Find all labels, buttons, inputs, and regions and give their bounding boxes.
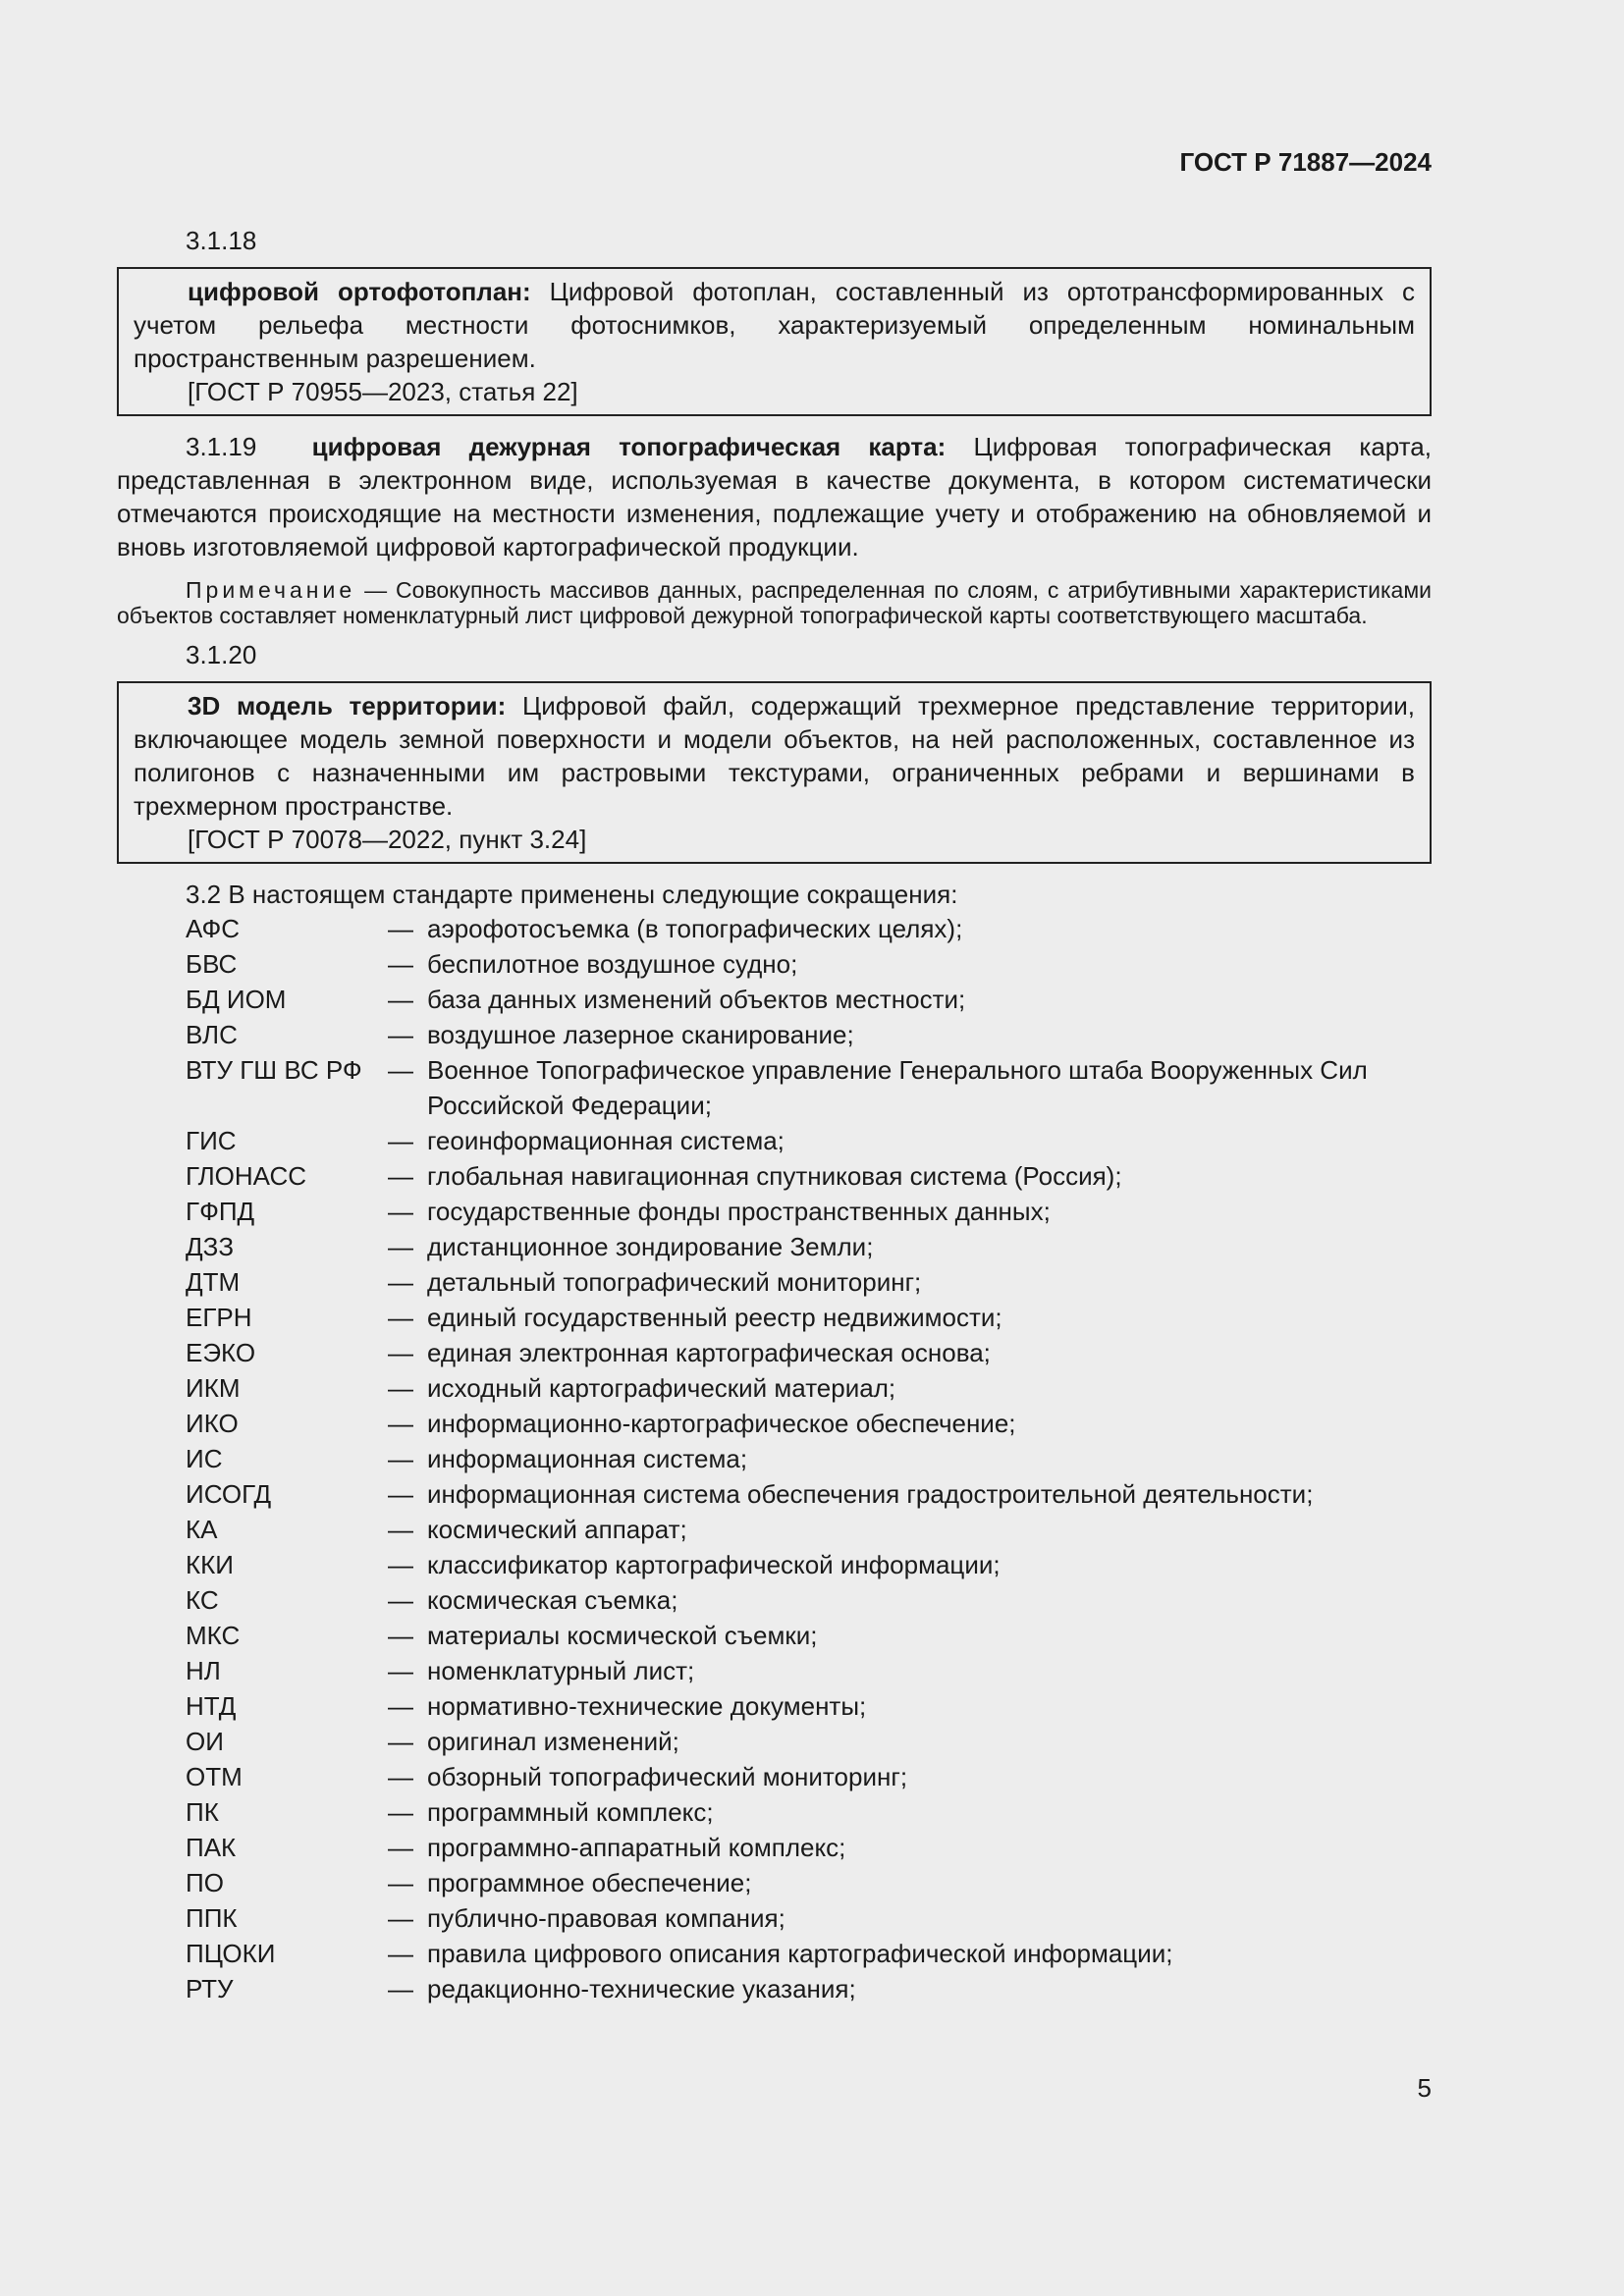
abbreviation-dash: — [388, 1585, 413, 1615]
abbreviation-term: ВЛС [186, 1020, 238, 1049]
abbreviation-dash: — [388, 1126, 413, 1155]
abbreviation-term: ГФПД [186, 1197, 255, 1226]
abbreviation-term: ПК [186, 1797, 219, 1827]
abbreviations-intro: 3.2 В настоящем стандарте применены следующие сокращения: [186, 880, 958, 909]
abbreviation-dash: — [388, 1055, 413, 1085]
term-box-3-1-18 [117, 267, 1432, 416]
abbreviation-dash: — [388, 1373, 413, 1403]
abbreviation-dash: — [388, 1409, 413, 1438]
abbreviation-dash: — [388, 985, 413, 1014]
abbreviation-dash: — [388, 1727, 413, 1756]
abbreviation-definition: информационная система; [427, 1444, 748, 1473]
abbreviation-term: ККИ [186, 1550, 234, 1579]
abbreviation-row [117, 982, 1432, 1017]
abbreviation-term: ДЗЗ [186, 1232, 235, 1261]
abbreviation-definition: нормативно-технические документы; [427, 1691, 867, 1721]
abbreviation-row [117, 1335, 1432, 1370]
abbreviation-term: ИСОГД [186, 1479, 272, 1509]
abbreviation-row [117, 1759, 1432, 1794]
abbreviation-definition: аэрофотосъемка (в топографических целях); [427, 914, 963, 943]
abbreviation-definition: дистанционное зондирование Земли; [427, 1232, 874, 1261]
abbreviation-definition: государственные фонды пространственных данных; [427, 1197, 1051, 1226]
abbreviation-definition: космическая съемка; [427, 1585, 678, 1615]
abbreviation-term: КС [186, 1585, 219, 1615]
abbreviation-term: ОИ [186, 1727, 224, 1756]
abbreviation-row [117, 1688, 1432, 1724]
abbreviation-term: БД ИОМ [186, 985, 287, 1014]
page-content [117, 224, 1432, 2006]
abbreviation-definition: информационная система обеспечения градостроительной деятельности; [427, 1479, 1314, 1509]
abbreviation-dash: — [388, 1444, 413, 1473]
abbreviation-row [117, 1653, 1432, 1688]
abbreviation-definition: исходный картографический материал; [427, 1373, 896, 1403]
abbreviation-definition: космический аппарат; [427, 1515, 687, 1544]
abbreviation-term: ГИС [186, 1126, 237, 1155]
abbreviation-term: РТУ [186, 1974, 234, 2003]
term-title: цифровая дежурная топографическая карта: [311, 432, 947, 461]
abbreviation-definition: единая электронная картографическая основа; [427, 1338, 991, 1367]
abbreviation-dash: — [388, 1868, 413, 1897]
abbreviation-dash: — [388, 1833, 413, 1862]
abbreviation-dash: — [388, 1267, 413, 1297]
term-source-3-1-18: [ГОСТ Р 70955—2023, статья 22] [188, 377, 578, 406]
abbreviation-dash: — [388, 1020, 413, 1049]
abbreviation-term: ИС [186, 1444, 223, 1473]
abbreviation-row [117, 1123, 1432, 1158]
abbreviation-term: ПО [186, 1868, 224, 1897]
abbreviation-row [117, 1547, 1432, 1582]
abbreviation-dash: — [388, 949, 413, 979]
abbreviation-dash: — [388, 1303, 413, 1332]
abbreviation-dash: — [388, 1479, 413, 1509]
abbreviation-definition: номенклатурный лист; [427, 1656, 695, 1685]
abbreviation-row [117, 1582, 1432, 1618]
standard-code: ГОСТ Р 71887—2024 [1179, 147, 1432, 177]
term-text: Цифровой фотоплан, составленный из ортотрансформированных с учетом рельефа местности фотоснимков, характеризуемый определенным номинальным пространственным разрешением. [134, 277, 1415, 373]
abbreviation-dash: — [388, 1939, 413, 1968]
abbreviation-definition: единый государственный реестр недвижимости; [427, 1303, 1002, 1332]
abbreviation-dash: — [388, 1550, 413, 1579]
abbreviation-term: ИКМ [186, 1373, 241, 1403]
abbreviation-term: ГЛОНАСС [186, 1161, 307, 1191]
term-box-3-1-20 [117, 681, 1432, 864]
abbreviation-definition: классификатор картографической информации; [427, 1550, 1001, 1579]
abbreviation-row [117, 1229, 1432, 1264]
abbreviation-row [117, 1724, 1432, 1759]
abbreviation-definition: обзорный топографический мониторинг; [427, 1762, 908, 1791]
note-paragraph [117, 577, 1432, 628]
abbreviation-row [117, 1865, 1432, 1900]
abbreviation-term: ПАК [186, 1833, 237, 1862]
term-number-3-1-18: 3.1.18 [186, 226, 257, 255]
abbreviations-list [117, 911, 1432, 2006]
abbreviation-dash: — [388, 1338, 413, 1367]
abbreviation-dash: — [388, 1903, 413, 1933]
abbreviation-row [117, 1052, 1432, 1123]
abbreviation-row [117, 1830, 1432, 1865]
abbreviation-term: ПЦОКИ [186, 1939, 276, 1968]
abbreviation-row [117, 1264, 1432, 1300]
abbreviation-term: ЕГРН [186, 1303, 252, 1332]
abbreviation-definition: воздушное лазерное сканирование; [427, 1020, 854, 1049]
abbreviation-definition: правила цифрового описания картографической информации; [427, 1939, 1173, 1968]
term-title: 3D модель территории: [188, 691, 507, 721]
term-definition-3-1-20 [134, 689, 1415, 823]
abbreviation-term: ЕЭКО [186, 1338, 256, 1367]
abbreviation-definition: программно-аппаратный комплекс; [427, 1833, 846, 1862]
term-number-3-1-20: 3.1.20 [186, 640, 257, 669]
term-source-3-1-20: [ГОСТ Р 70078—2022, пункт 3.24] [188, 825, 587, 854]
abbreviation-dash: — [388, 914, 413, 943]
note-text: — Совокупность массивов данных, распределенная по слоям, с атрибутивными характеристиками объектов составляет номенклатурный лист цифровой дежурной топографической карты соответствующего масштаба. [117, 577, 1433, 628]
abbreviation-row [117, 1370, 1432, 1406]
abbreviation-dash: — [388, 1161, 413, 1191]
abbreviation-dash: — [388, 1515, 413, 1544]
abbreviation-definition: программный комплекс; [427, 1797, 714, 1827]
abbreviation-term: ВТУ ГШ ВС РФ [186, 1055, 362, 1085]
abbreviation-definition: глобальная навигационная спутниковая система (Россия); [427, 1161, 1122, 1191]
abbreviation-dash: — [388, 1691, 413, 1721]
abbreviation-row [117, 1158, 1432, 1194]
abbreviation-term: МКС [186, 1621, 241, 1650]
abbreviation-row [117, 1441, 1432, 1476]
abbreviation-row [117, 1794, 1432, 1830]
abbreviation-definition: база данных изменений объектов местности; [427, 985, 966, 1014]
abbreviation-dash: — [388, 1974, 413, 2003]
abbreviation-term: ОТМ [186, 1762, 243, 1791]
abbreviation-row [117, 1194, 1432, 1229]
abbreviation-dash: — [388, 1762, 413, 1791]
abbreviation-row [117, 1512, 1432, 1547]
abbreviation-term: ППК [186, 1903, 238, 1933]
abbreviation-dash: — [388, 1232, 413, 1261]
abbreviation-row [117, 1618, 1432, 1653]
term-text: Цифровая топографическая карта, представленная в электронном виде, используемая в качестве документа, в котором систематически отмечаются происходящие на местности изменения, подлежащие учету и отображению на обновляемой и вновь изготовляемой цифровой картографической продукции. [117, 432, 1432, 561]
abbreviation-row [117, 1476, 1432, 1512]
term-text: Цифровой файл, содержащий трехмерное представление территории, включающее модель земной поверхности и модели объектов, на ней расположенных, составленное из полигонов с назначенными им растровыми текстурами, ограниченных ребрами и вершинами в трехмерном пространстве. [134, 691, 1415, 821]
abbreviation-row [117, 1936, 1432, 1971]
abbreviation-definition: геоинформационная система; [427, 1126, 785, 1155]
abbreviation-definition: беспилотное воздушное судно; [427, 949, 798, 979]
abbreviation-definition: материалы космической съемки; [427, 1621, 818, 1650]
abbreviation-row [117, 1900, 1432, 1936]
abbreviation-term: КА [186, 1515, 218, 1544]
page-number: 5 [1417, 2073, 1432, 2103]
note-label: Примечание [186, 577, 356, 603]
abbreviation-definition: оригинал изменений; [427, 1727, 679, 1756]
term-definition-3-1-19 [117, 430, 1432, 563]
abbreviation-dash: — [388, 1621, 413, 1650]
abbreviation-row [117, 1300, 1432, 1335]
abbreviation-term: АФС [186, 914, 241, 943]
abbreviation-term: НТД [186, 1691, 237, 1721]
abbreviation-dash: — [388, 1197, 413, 1226]
abbreviation-term: НЛ [186, 1656, 221, 1685]
abbreviation-definition: программное обеспечение; [427, 1868, 752, 1897]
term-number-3-1-19: 3.1.19 [186, 432, 257, 461]
abbreviation-definition: Военное Топографическое управление Генерального штаба Вооруженных Сил Российской Федерации; [427, 1055, 1368, 1120]
abbreviation-dash: — [388, 1656, 413, 1685]
abbreviation-term: ДТМ [186, 1267, 241, 1297]
abbreviation-row [117, 946, 1432, 982]
term-title: цифровой ортофотоплан: [188, 277, 531, 306]
abbreviation-definition: редакционно-технические указания; [427, 1974, 856, 2003]
abbreviation-row [117, 1406, 1432, 1441]
abbreviation-term: ИКО [186, 1409, 239, 1438]
abbreviation-definition: публично-правовая компания; [427, 1903, 785, 1933]
abbreviation-row [117, 1017, 1432, 1052]
abbreviation-row [117, 1971, 1432, 2006]
term-definition-3-1-18 [134, 275, 1415, 375]
abbreviation-row [117, 911, 1432, 946]
abbreviation-definition: информационно-картографическое обеспечение; [427, 1409, 1016, 1438]
abbreviation-definition: детальный топографический мониторинг; [427, 1267, 922, 1297]
abbreviation-dash: — [388, 1797, 413, 1827]
abbreviation-term: БВС [186, 949, 238, 979]
